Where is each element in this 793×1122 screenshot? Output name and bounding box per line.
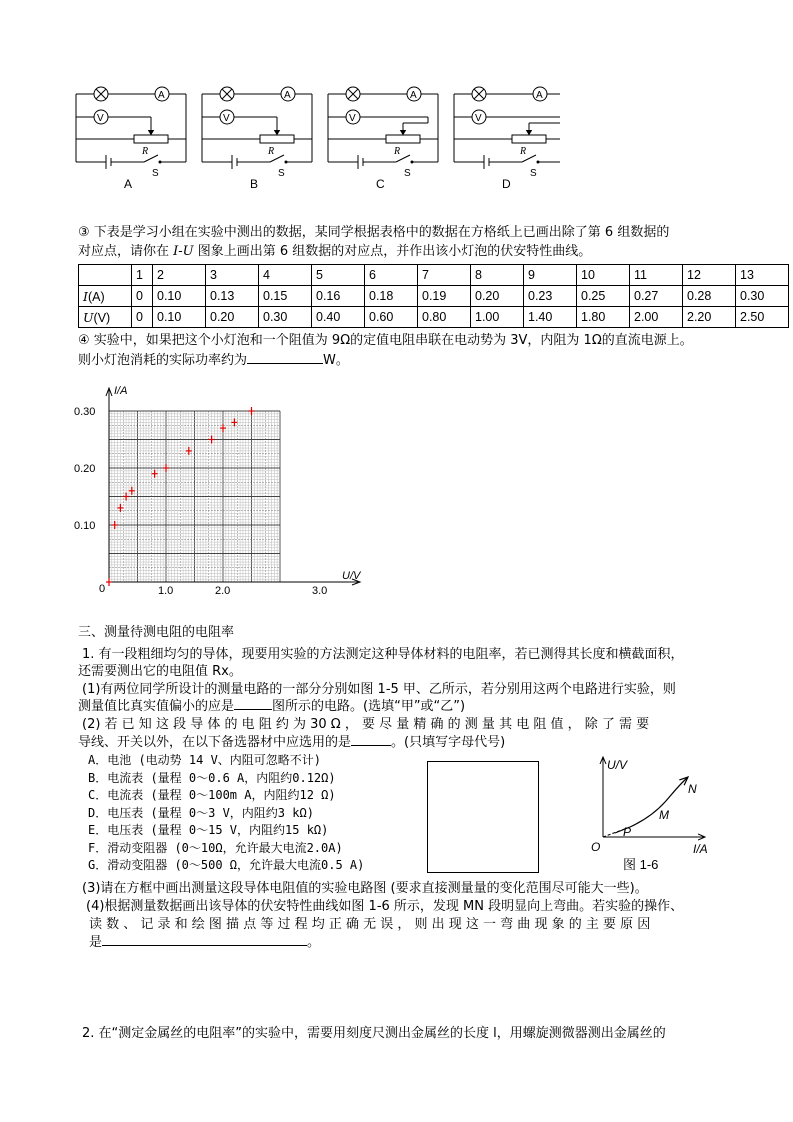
circuit-diagrams	[70, 78, 560, 193]
circuit-c	[328, 87, 438, 191]
table-cell: 0.10	[153, 307, 206, 328]
fig16-caption: 图 1-6	[623, 857, 659, 872]
q4-line2-post: W。	[323, 353, 349, 368]
table-cell: 1.00	[471, 307, 524, 328]
option-b: B．电流表 (量程 0～0.6 A，内阻约0.12Ω)	[88, 770, 336, 785]
table-cell: 0.10	[153, 286, 206, 307]
x-axis-label: U/V	[342, 570, 361, 582]
q3-line2-pre: 对应点，请你在	[78, 244, 174, 259]
p2-line2-post: 图所示的电路。(选填“甲”或“乙”)	[272, 699, 466, 714]
resistor-label: R	[268, 146, 275, 157]
switch-label: S	[278, 168, 285, 179]
circuit-label: C	[376, 177, 385, 191]
fig16-ylabel: U/V	[607, 758, 628, 772]
table-cell: 1	[132, 265, 153, 286]
ammeter-label: A	[410, 90, 417, 101]
table-cell: 10	[577, 265, 630, 286]
table-cell: 0.28	[683, 286, 736, 307]
ammeter-label: A	[158, 90, 165, 101]
table-cell: I(A)	[79, 286, 132, 307]
circuit-drawing-box[interactable]	[427, 761, 539, 873]
options-list	[88, 752, 364, 875]
table-cell: 0	[132, 307, 153, 328]
voltmeter-label: V	[349, 113, 356, 124]
figure-1-6	[585, 755, 715, 875]
option-f: F．滑动变阻器 (0～10Ω，允许最大电流2.0A)	[88, 840, 343, 855]
y-axis-label: I/A	[114, 385, 128, 397]
table-cell: 0.30	[736, 286, 789, 307]
p3-line2-post: 。(只填写字母代号)	[391, 735, 506, 750]
table-cell: 0.25	[577, 286, 630, 307]
table-cell: 8	[471, 265, 524, 286]
y-tick-label: 0.20	[74, 463, 96, 475]
table-header-row	[79, 265, 789, 286]
resistor-label: R	[520, 146, 527, 157]
table-cell: 4	[259, 265, 312, 286]
table-cell: 2.20	[683, 307, 736, 328]
resistor-label: R	[142, 146, 149, 157]
table-cell: 0.15	[259, 286, 312, 307]
circuit-a	[76, 87, 186, 191]
fig16-origin: O	[591, 840, 601, 854]
switch-label: S	[530, 168, 537, 179]
switch-label: S	[404, 168, 411, 179]
table-cell: 0.40	[312, 307, 365, 328]
voltmeter-label: V	[475, 113, 482, 124]
table-cell: 13	[736, 265, 789, 286]
x-tick-label: 1.0	[158, 585, 174, 597]
circuit-label: D	[502, 177, 511, 191]
voltmeter-label: V	[223, 113, 230, 124]
table-cell: 0.60	[365, 307, 418, 328]
table-cell: 1.80	[577, 307, 630, 328]
table-cell: 0.23	[524, 286, 577, 307]
table-cell: 11	[630, 265, 683, 286]
p5-line2: 读 数 、 记 录 和 绘 图 描 点 等 过 程 均 正 确 无 误 ， 则 出 现 这 一 弯 曲 现 象 的 主 要 原 因	[89, 917, 651, 932]
fig16-xlabel: I/A	[693, 842, 708, 856]
table-cell: 9	[524, 265, 577, 286]
table-cell: 0.20	[471, 286, 524, 307]
table-cell: 0.20	[206, 307, 259, 328]
p5-line1: (4)根据测量数据画出该导体的伏安特性曲线如图 1-6 所示，发现 MN 段明显向上弯曲。若实验的操作、	[86, 899, 684, 914]
p1-line2: 还需要测出它的电阻值 Rx。	[78, 664, 242, 679]
p3-line1: (2) 若 已 知 这 段 导 体 的 电 阻 约 为 30 Ω ， 要 尽 量 精 确 的 测 量 其 电 阻 值 ， 除 了 需 要	[82, 717, 650, 732]
p5-line3	[89, 934, 320, 952]
q2-line: 2. 在“测定金属丝的电阻率”的实验中，需要用刻度尺测出金属丝的长度 l，用螺旋测微器测出金属丝的	[82, 1026, 666, 1041]
table-cell: 5	[312, 265, 365, 286]
p2-line1: (1)有两位同学所设计的测量电路的一部分分别如图 1-5 甲、乙所示，若分别用这两个电路进行实验，则	[82, 682, 676, 697]
p4-line: (3)请在方框中画出测量这段导体电阻值的实验电路图 (要求直接测量量的变化范围尽可能大一些)。	[82, 881, 648, 896]
table-cell: 3	[206, 265, 259, 286]
x-tick-label: 3.0	[312, 585, 328, 597]
circuit-b	[202, 87, 312, 191]
option-e: E．电压表 (量程 0～15 V，内阻约15 kΩ)	[88, 823, 329, 837]
x-tick-label: 2.0	[215, 585, 231, 597]
table-cell: 6	[365, 265, 418, 286]
q4-line1: ④ 实验中，如果把这个小灯泡和一个阻值为 9Ω的定值电阻串联在电动势为 3V，内阻为 1Ω的直流电源上。	[78, 333, 693, 348]
iu-chart	[70, 378, 370, 603]
option-c: C．电流表 (量程 0～100m A，内阻约12 Ω)	[88, 788, 336, 802]
answer-blank-power[interactable]	[247, 363, 323, 364]
option-g: G．滑动变阻器 (0～500 Ω，允许最大电流0.5 A)	[88, 858, 365, 872]
resistor-label: R	[394, 146, 401, 157]
label-p: P	[623, 825, 632, 839]
table-cell: 0	[132, 286, 153, 307]
table-row	[79, 286, 789, 307]
label-n: N	[688, 782, 697, 796]
q3-line1: ③ 下表是学习小组在实验中测出的数据，某同学根据表格中的数据在方格纸上已画出除了第 6 组数据的	[78, 225, 670, 240]
p2-line2-pre: 测量值比真实值偏小的应是	[78, 699, 235, 714]
voltmeter-label: V	[97, 113, 104, 124]
table-cell: 0.80	[418, 307, 471, 328]
option-a: A．电池 (电动势 14 V、内阻可忽略不计)	[88, 753, 322, 767]
p3-line2-pre: 导线、开关以外，在以下备选器材中应选用的是	[78, 735, 352, 750]
table-cell: 0.30	[259, 307, 312, 328]
table-cell: 12	[683, 265, 736, 286]
origin-label: 0	[99, 583, 106, 595]
p5-line3-post: 。	[307, 935, 321, 950]
table-cell: 0.19	[418, 286, 471, 307]
label-m: M	[659, 808, 669, 822]
table-cell: U(V)	[79, 307, 132, 328]
table-cell: 2	[153, 265, 206, 286]
table-cell: 1.40	[524, 307, 577, 328]
ammeter-label: A	[536, 90, 543, 101]
table-cell: 2.50	[736, 307, 789, 328]
y-tick-label: 0.30	[74, 406, 96, 418]
circuit-label: A	[124, 177, 133, 191]
q4-line2	[78, 352, 349, 370]
table-cell: 2.00	[630, 307, 683, 328]
q3-line2	[78, 243, 591, 261]
table-cell: 0.18	[365, 286, 418, 307]
table-cell: 0.27	[630, 286, 683, 307]
answer-blank-circuit[interactable]	[234, 709, 272, 710]
iu-label: I-U	[173, 244, 194, 259]
ammeter-label: A	[284, 90, 291, 101]
table-cell: 0.13	[206, 286, 259, 307]
p3-line2	[78, 734, 505, 752]
section-heading: 三、测量待测电阻的电阻率	[78, 625, 235, 640]
answer-blank-equipment[interactable]	[351, 745, 391, 746]
option-d: D．电压表 (量程 0～3 V，内阻约3 kΩ)	[88, 805, 314, 820]
table-cell: 0.16	[312, 286, 365, 307]
circuit-d	[454, 87, 560, 191]
q3-line2-post: 图象上画出第 6 组数据的对应点，并作出该小灯泡的伏安特性曲线。	[193, 244, 592, 259]
table-cell	[79, 265, 132, 286]
answer-blank-reason[interactable]	[102, 945, 307, 946]
y-tick-label: 0.10	[74, 520, 96, 532]
q4-line2-pre: 则小灯泡消耗的实际功率约为	[78, 353, 248, 368]
p1-line1: 1. 有一段粗细均匀的导体，现要用实验的方法测定这种导体材料的电阻率，若已测得其长度和横截面积，	[82, 647, 684, 662]
table-cell: 7	[418, 265, 471, 286]
data-table	[78, 264, 789, 328]
table-row	[79, 307, 789, 328]
switch-label: S	[152, 168, 159, 179]
p2-line2	[78, 698, 465, 716]
p5-line3-pre: 是	[89, 935, 103, 950]
circuit-label: B	[250, 177, 259, 191]
